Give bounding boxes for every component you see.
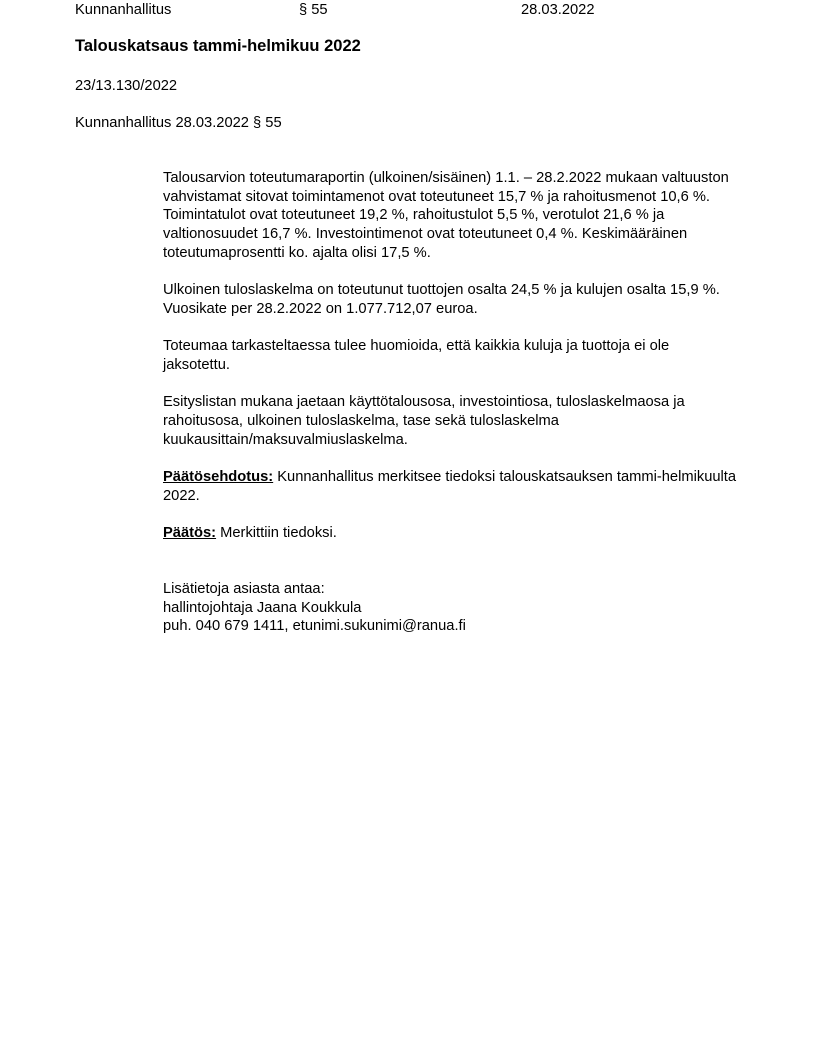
decision bbox=[163, 524, 737, 543]
paragraph-attachments: Esityslistan mukana jaetaan käyttötalousosa, investointiosa, tuloslaskelmaosa ja rahoitusosa, ulkoinen tuloslaskelma, tase sekä tuloslaskelma kuukausittain/maksuvalmiuslaskelma. bbox=[163, 394, 685, 448]
header-organization: Kunnanhallitus bbox=[75, 2, 172, 18]
paragraph-accrual-note: Toteumaa tarkasteltaessa tulee huomioida, että kaikkia kuluja ja tuottoja ei ole jaksotettu. bbox=[163, 338, 670, 373]
decision-text: Merkittiin tiedoksi. bbox=[216, 525, 337, 542]
header-date: 28.03.2022 bbox=[521, 2, 595, 18]
contact-intro: Lisätietoja asiasta antaa: bbox=[163, 580, 325, 597]
contact-phone-email: puh. 040 679 1411, etunimi.sukunimi@ranua.fi bbox=[163, 618, 466, 635]
decision-proposal bbox=[163, 468, 737, 505]
contact-info bbox=[163, 580, 737, 636]
decision-proposal-label: Päätösehdotus: bbox=[163, 469, 274, 486]
diary-number: 23/13.130/2022 bbox=[75, 78, 178, 94]
page-header bbox=[0, 1, 816, 20]
header-section-number: § 55 bbox=[299, 2, 328, 18]
document-title: Talouskatsaus tammi-helmikuu 2022 bbox=[75, 37, 361, 55]
decision-label: Päätös: bbox=[163, 525, 217, 542]
paragraph-budget-report: Talousarvion toteutumaraportin (ulkoinen/sisäinen) 1.1. – 28.2.2022 mukaan valtuuston vahvistamat sitovat toimintamenot ovat toteutuneet 15,7 % ja rahoitusmenot 10,6 %. Toimintatulot ovat toteutuneet 19,2 %, rahoitustulot 5,5 %, verotulot 21,6 % ja valtionosuudet 16,7 %. Investointimenot ovat toteutuneet 0,4 %. Keskimääräinen toteutumaprosentti ko. ajalta olisi 17,5 %. bbox=[163, 170, 729, 261]
decision-proposal-text: Kunnanhallitus merkitsee tiedoksi talouskatsauksen tammi-helmikuulta 2022. bbox=[163, 469, 737, 504]
document-body bbox=[163, 169, 737, 636]
contact-person: hallintojohtaja Jaana Koukkula bbox=[163, 599, 362, 616]
paragraph-income-statement: Ulkoinen tuloslaskelma on toteutunut tuottojen osalta 24,5 % ja kulujen osalta 15,9 %. Vuosikate per 28.2.2022 on 1.077.712,07 euroa. bbox=[163, 282, 720, 317]
meeting-reference: Kunnanhallitus 28.03.2022 § 55 bbox=[75, 115, 282, 131]
